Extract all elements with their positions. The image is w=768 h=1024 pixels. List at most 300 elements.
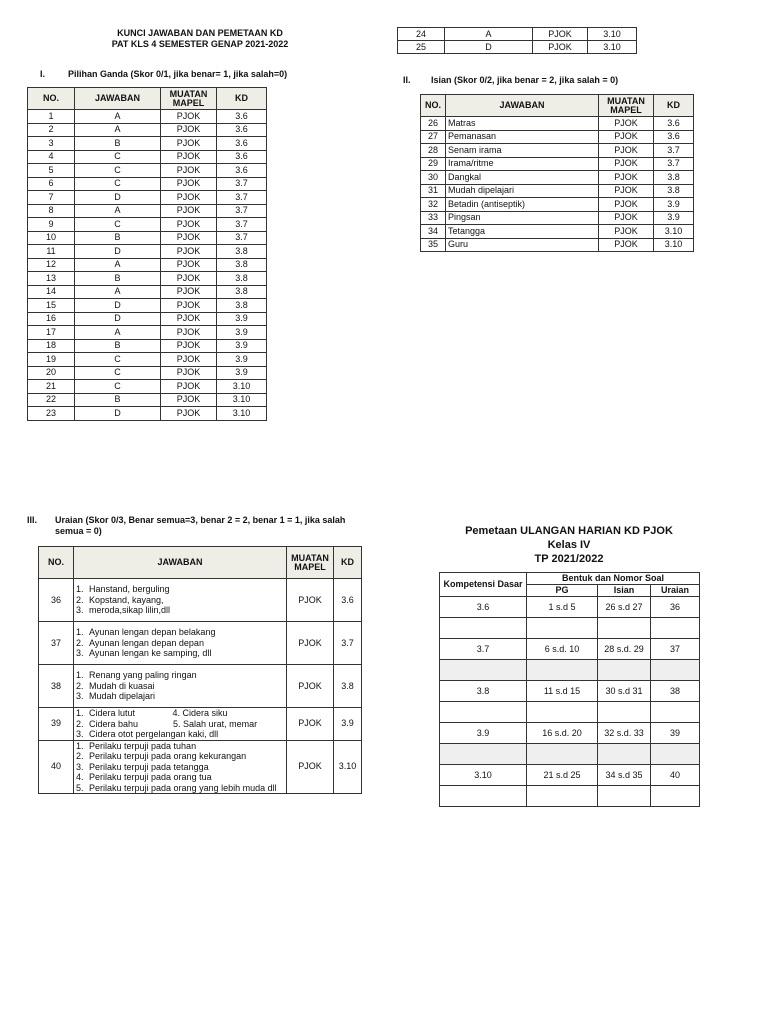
cell-mapel: PJOK (599, 144, 654, 158)
cell-isian: 28 s.d. 29 (598, 639, 651, 660)
table-row (421, 184, 694, 198)
cell-mapel: PJOK (161, 218, 217, 232)
list-item-text: Cidera otot pergelangan kaki, dll (89, 729, 219, 739)
table-row (28, 204, 267, 218)
cell-mapel: PJOK (161, 326, 217, 340)
cell-no: 27 (421, 130, 446, 144)
table-row (28, 407, 267, 421)
cell-kd: 3.8 (217, 245, 267, 259)
table-row (421, 171, 694, 185)
list-item-text: Perilaku terpuji pada orang tua (89, 772, 212, 782)
cell-no: 30 (421, 171, 446, 185)
cell-kd: 3.9 (334, 708, 362, 741)
cell-no: 40 (39, 740, 74, 794)
cell-no: 34 (421, 225, 446, 239)
table-row (421, 211, 694, 225)
cell-no: 36 (39, 579, 74, 622)
table-row (28, 137, 267, 151)
list-item (76, 627, 284, 638)
cell-mapel: PJOK (161, 177, 217, 191)
list-item-text: meroda,sikap lilin,dll (89, 605, 171, 616)
cell-mapel: PJOK (161, 299, 217, 313)
cell-mapel: PJOK (161, 204, 217, 218)
cell-jawaban (74, 579, 287, 622)
cell-uraian: 40 (651, 765, 700, 786)
col-kompetensi-dasar: Kompetensi Dasar (440, 573, 527, 597)
cell-isian: 30 s.d 31 (598, 681, 651, 702)
cell-mapel: PJOK (161, 353, 217, 367)
list-item-text: Ayunan lengan ke samping, dll (89, 648, 212, 659)
cell-jawaban: B (75, 137, 161, 151)
empty-cell (440, 702, 527, 723)
cell-jawaban: Dangkal (446, 171, 599, 185)
table-row (28, 326, 267, 340)
empty-row (440, 786, 700, 807)
table-row (421, 238, 694, 252)
section-3-number: III. (27, 515, 38, 525)
section-1-heading (40, 69, 287, 80)
answer-list (76, 741, 284, 794)
cell-no: 8 (28, 204, 75, 218)
col-no: NO. (421, 95, 446, 117)
cell-mapel: PJOK (533, 28, 588, 41)
cell-jawaban: Betadin (antiseptik) (446, 198, 599, 212)
table-row (28, 312, 267, 326)
list-item-number: 1. (76, 627, 84, 638)
cell-mapel: PJOK (599, 117, 654, 131)
cell-no: 2 (28, 123, 75, 137)
table-row (28, 353, 267, 367)
cell-kd: 3.10 (217, 380, 267, 394)
empty-row (440, 660, 700, 681)
table-row (421, 130, 694, 144)
cell-no: 21 (28, 380, 75, 394)
table-row (28, 299, 267, 313)
cell-jawaban: Mudah dipelajari (446, 184, 599, 198)
table-row (28, 110, 267, 124)
empty-cell (440, 660, 527, 681)
cell-no: 32 (421, 198, 446, 212)
cell-jawaban: C (75, 164, 161, 178)
col-mapel: MUATAN MAPEL (287, 547, 334, 579)
cell-uraian: 36 (651, 597, 700, 618)
cell-jawaban: D (75, 312, 161, 326)
list-item-number: 2. (76, 594, 84, 605)
cell-no: 9 (28, 218, 75, 232)
table-row (440, 723, 700, 744)
table-row (440, 765, 700, 786)
cell-kd: 3.8 (440, 681, 527, 702)
cell-kd: 3.6 (654, 130, 694, 144)
cell-kd: 3.6 (440, 597, 527, 618)
cell-kd: 3.9 (217, 353, 267, 367)
empty-cell (651, 660, 700, 681)
list-item-number: 3. (76, 761, 84, 772)
cell-kd: 3.10 (654, 225, 694, 239)
empty-cell (527, 744, 598, 765)
cell-kd: 3.6 (334, 579, 362, 622)
col-kd: KD (334, 547, 362, 579)
col-kd: KD (217, 88, 267, 110)
cell-jawaban: D (445, 41, 533, 54)
list-item (76, 638, 284, 649)
col-pg: PG (527, 585, 598, 597)
cell-no: 24 (398, 28, 445, 41)
cell-jawaban: D (75, 245, 161, 259)
list-item-number: 2. (76, 718, 84, 729)
cell-kd: 3.10 (217, 407, 267, 421)
answer-list (76, 708, 284, 740)
cell-jawaban: C (75, 366, 161, 380)
cell-no: 1 (28, 110, 75, 124)
document-title (60, 28, 340, 50)
col-jawaban: JAWABAN (74, 547, 287, 579)
cell-no: 22 (28, 393, 75, 407)
table-row (39, 622, 362, 665)
answer-list (76, 584, 284, 616)
cell-mapel: PJOK (161, 366, 217, 380)
col-bentuk-nomor-soal: Bentuk dan Nomor Soal (527, 573, 700, 585)
cell-mapel: PJOK (161, 231, 217, 245)
cell-mapel: PJOK (161, 150, 217, 164)
empty-cell (651, 618, 700, 639)
table-row (421, 198, 694, 212)
section-3-title-cont: semua = 0) (55, 526, 102, 536)
cell-no: 11 (28, 245, 75, 259)
cell-pg: 16 s.d. 20 (527, 723, 598, 744)
cell-pg: 6 s.d. 10 (527, 639, 598, 660)
cell-jawaban: Tetangga (446, 225, 599, 239)
pemetaan-table (439, 572, 700, 807)
cell-mapel: PJOK (599, 130, 654, 144)
table-row (39, 665, 362, 708)
section-3-heading (27, 515, 367, 537)
cell-jawaban (74, 740, 287, 794)
cell-jawaban: Pingsan (446, 211, 599, 225)
cell-jawaban: B (75, 339, 161, 353)
table-row (28, 393, 267, 407)
section-2-heading (403, 75, 618, 86)
cell-no: 39 (39, 708, 74, 741)
cell-jawaban: Guru (446, 238, 599, 252)
table-row (28, 339, 267, 353)
cell-kd: 3.10 (588, 28, 637, 41)
table-row (421, 144, 694, 158)
list-item-text: Hanstand, berguling (89, 584, 170, 595)
table-row (28, 285, 267, 299)
empty-row (440, 618, 700, 639)
cell-pg: 21 s.d 25 (527, 765, 598, 786)
list-item-number: 2. (76, 751, 84, 761)
cell-kd: 3.9 (440, 723, 527, 744)
cell-kd: 3.8 (654, 171, 694, 185)
table-row (39, 579, 362, 622)
empty-cell (598, 744, 651, 765)
list-item-text: Perilaku terpuji pada tetangga (89, 761, 209, 772)
table-row (28, 272, 267, 286)
cell-mapel: PJOK (161, 380, 217, 394)
list-item-number: 1. (76, 708, 84, 718)
cell-mapel: PJOK (161, 110, 217, 124)
cell-mapel: PJOK (533, 41, 588, 54)
cell-no: 23 (28, 407, 75, 421)
section-2-title: Isian (Skor 0/2, jika benar = 2, jika salah = 0) (431, 75, 619, 85)
cell-jawaban: A (75, 258, 161, 272)
cell-no: 13 (28, 272, 75, 286)
table-row (28, 231, 267, 245)
list-item (76, 783, 284, 794)
cell-jawaban: C (75, 177, 161, 191)
cell-kd: 3.6 (217, 123, 267, 137)
cell-jawaban: D (75, 299, 161, 313)
table-row (421, 225, 694, 239)
cell-no: 14 (28, 285, 75, 299)
table-row (28, 245, 267, 259)
empty-cell (527, 702, 598, 723)
table-row (28, 366, 267, 380)
cell-no: 20 (28, 366, 75, 380)
cell-uraian: 38 (651, 681, 700, 702)
cell-no: 16 (28, 312, 75, 326)
list-item (76, 670, 284, 681)
list-item-number: 5. (76, 782, 84, 793)
table-row (421, 117, 694, 131)
cell-jawaban: A (75, 326, 161, 340)
list-item-text: Perilaku terpuji pada tuhan (89, 740, 197, 751)
cell-jawaban: A (75, 285, 161, 299)
cell-kd: 3.7 (217, 177, 267, 191)
cell-mapel: PJOK (599, 157, 654, 171)
empty-cell (527, 660, 598, 681)
cell-kd: 3.6 (217, 150, 267, 164)
cell-kd: 3.6 (217, 164, 267, 178)
cell-mapel: PJOK (287, 708, 334, 741)
cell-no: 5 (28, 164, 75, 178)
col-mapel: MUATAN MAPEL (161, 88, 217, 110)
list-item-number: 2. (76, 680, 84, 691)
cell-no: 4 (28, 150, 75, 164)
cell-mapel: PJOK (161, 285, 217, 299)
cell-mapel: PJOK (287, 622, 334, 665)
cell-mapel: PJOK (161, 407, 217, 421)
cell-mapel: PJOK (161, 272, 217, 286)
empty-cell (440, 744, 527, 765)
title-line-1: KUNCI JAWABAN DAN PEMETAAN KD (117, 28, 283, 38)
cell-mapel: PJOK (287, 740, 334, 794)
cell-jawaban: D (75, 191, 161, 205)
pemetaan-title (440, 524, 698, 566)
list-item-text: Ayunan lengan depan belakang (89, 627, 216, 638)
cell-kd: 3.7 (654, 157, 694, 171)
cell-jawaban: Pemanasan (446, 130, 599, 144)
uraian-answer-table (38, 546, 362, 794)
cell-pg: 11 s.d 15 (527, 681, 598, 702)
cell-kd: 3.8 (217, 285, 267, 299)
list-item-text: Cidera lutut 4. Cidera siku (89, 708, 228, 718)
cell-mapel: PJOK (599, 198, 654, 212)
cell-no: 18 (28, 339, 75, 353)
list-item-number: 3. (76, 691, 84, 702)
empty-cell (440, 618, 527, 639)
col-kd: KD (654, 95, 694, 117)
cell-isian: 34 s.d 35 (598, 765, 651, 786)
list-item (76, 762, 284, 773)
cell-kd: 3.10 (440, 765, 527, 786)
col-isian: Isian (598, 585, 651, 597)
table-row (440, 597, 700, 618)
table-row (398, 41, 637, 54)
cell-kd: 3.8 (217, 299, 267, 313)
cell-jawaban: B (75, 393, 161, 407)
cell-uraian: 37 (651, 639, 700, 660)
cell-jawaban: Senam irama (446, 144, 599, 158)
empty-row (440, 744, 700, 765)
section-3-title: Uraian (Skor 0/3, Benar semua=3, benar 2 = 2, benar 1 = 1, jika salah (55, 515, 346, 525)
list-item-number: 3. (76, 605, 84, 616)
list-item (76, 741, 284, 752)
cell-kd: 3.8 (654, 184, 694, 198)
cell-no: 19 (28, 353, 75, 367)
cell-mapel: PJOK (161, 245, 217, 259)
list-item-number: 3. (76, 729, 84, 739)
list-item (76, 584, 284, 595)
section-1-number: I. (40, 69, 46, 79)
cell-jawaban: C (75, 380, 161, 394)
cell-mapel: PJOK (287, 579, 334, 622)
pemetaan-title-line-1: Pemetaan ULANGAN HARIAN KD PJOK (465, 525, 673, 537)
cell-isian: 26 s.d 27 (598, 597, 651, 618)
isian-answer-table (420, 94, 694, 252)
cell-no: 6 (28, 177, 75, 191)
empty-cell (598, 618, 651, 639)
cell-kd: 3.7 (217, 191, 267, 205)
cell-no: 3 (28, 137, 75, 151)
cell-jawaban: A (75, 110, 161, 124)
cell-kd: 3.9 (217, 339, 267, 353)
list-item-text: Kopstand, kayang, (89, 594, 164, 605)
empty-cell (598, 702, 651, 723)
list-item-text: Perilaku terpuji pada orang yang lebih muda dll (89, 782, 277, 793)
cell-kd: 3.9 (217, 326, 267, 340)
cell-no: 7 (28, 191, 75, 205)
list-item (76, 595, 284, 606)
cell-jawaban (74, 622, 287, 665)
cell-jawaban: Irama/ritme (446, 157, 599, 171)
list-item-text: Cidera bahu 5. Salah urat, memar (89, 718, 258, 729)
cell-kd: 3.6 (217, 137, 267, 151)
empty-row (440, 702, 700, 723)
list-item-number: 2. (76, 637, 84, 648)
table-row (28, 218, 267, 232)
cell-jawaban: B (75, 231, 161, 245)
cell-mapel: PJOK (161, 393, 217, 407)
cell-kd: 3.7 (654, 144, 694, 158)
empty-cell (651, 702, 700, 723)
list-item-number: 1. (76, 740, 84, 751)
cell-kd: 3.9 (654, 198, 694, 212)
cell-no: 15 (28, 299, 75, 313)
col-jawaban: JAWABAN (75, 88, 161, 110)
table-row (39, 740, 362, 794)
cell-kd: 3.10 (334, 740, 362, 794)
cell-kd: 3.8 (217, 258, 267, 272)
cell-mapel: PJOK (161, 191, 217, 205)
list-item-number: 1. (76, 584, 84, 595)
col-jawaban: JAWABAN (446, 95, 599, 117)
cell-no: 33 (421, 211, 446, 225)
cell-kd: 3.7 (217, 231, 267, 245)
table-row (398, 28, 637, 41)
list-item-text: Mudah di kuasai (89, 680, 155, 691)
cell-jawaban: A (75, 204, 161, 218)
cell-jawaban: A (75, 123, 161, 137)
table-row (28, 164, 267, 178)
cell-no: 25 (398, 41, 445, 54)
table-row (440, 639, 700, 660)
pemetaan-title-line-2: Kelas IV (547, 539, 591, 551)
cell-jawaban: A (445, 28, 533, 41)
table-row (28, 150, 267, 164)
table-row (28, 123, 267, 137)
pemetaan-title-line-3: TP 2021/2022 (534, 553, 604, 565)
cell-no: 37 (39, 622, 74, 665)
col-uraian: Uraian (651, 585, 700, 597)
cell-mapel: PJOK (161, 258, 217, 272)
cell-kd: 3.7 (334, 622, 362, 665)
empty-cell (527, 786, 598, 807)
list-item (76, 719, 284, 730)
table-row (39, 708, 362, 741)
cell-kd: 3.6 (654, 117, 694, 131)
list-item (76, 751, 284, 762)
cell-no: 38 (39, 665, 74, 708)
empty-cell (651, 786, 700, 807)
section-1-title: Pilihan Ganda (Skor 0/1, jika benar= 1, jika salah=0) (68, 69, 288, 79)
list-item (76, 681, 284, 692)
table-row (28, 191, 267, 205)
list-item-number: 1. (76, 670, 84, 681)
cell-uraian: 39 (651, 723, 700, 744)
cell-mapel: PJOK (161, 339, 217, 353)
cell-kd: 3.9 (217, 366, 267, 380)
cell-no: 35 (421, 238, 446, 252)
cell-no: 12 (28, 258, 75, 272)
cell-mapel: PJOK (161, 123, 217, 137)
cell-jawaban (74, 665, 287, 708)
cell-no: 17 (28, 326, 75, 340)
col-no: NO. (39, 547, 74, 579)
cell-jawaban: C (75, 218, 161, 232)
cell-kd: 3.7 (217, 204, 267, 218)
empty-cell (651, 744, 700, 765)
title-line-2: PAT KLS 4 SEMESTER GENAP 2021-2022 (111, 39, 289, 49)
cell-mapel: PJOK (161, 164, 217, 178)
cell-jawaban: C (75, 353, 161, 367)
cell-mapel: PJOK (599, 225, 654, 239)
cell-isian: 32 s.d. 33 (598, 723, 651, 744)
cell-jawaban: Matras (446, 117, 599, 131)
cell-no: 26 (421, 117, 446, 131)
cell-mapel: PJOK (599, 238, 654, 252)
cell-kd: 3.10 (217, 393, 267, 407)
table-row (421, 157, 694, 171)
list-item (76, 708, 284, 719)
answer-list (76, 627, 284, 659)
cell-jawaban: B (75, 272, 161, 286)
cell-mapel: PJOK (599, 184, 654, 198)
col-no: NO. (28, 88, 75, 110)
cell-mapel: PJOK (599, 211, 654, 225)
